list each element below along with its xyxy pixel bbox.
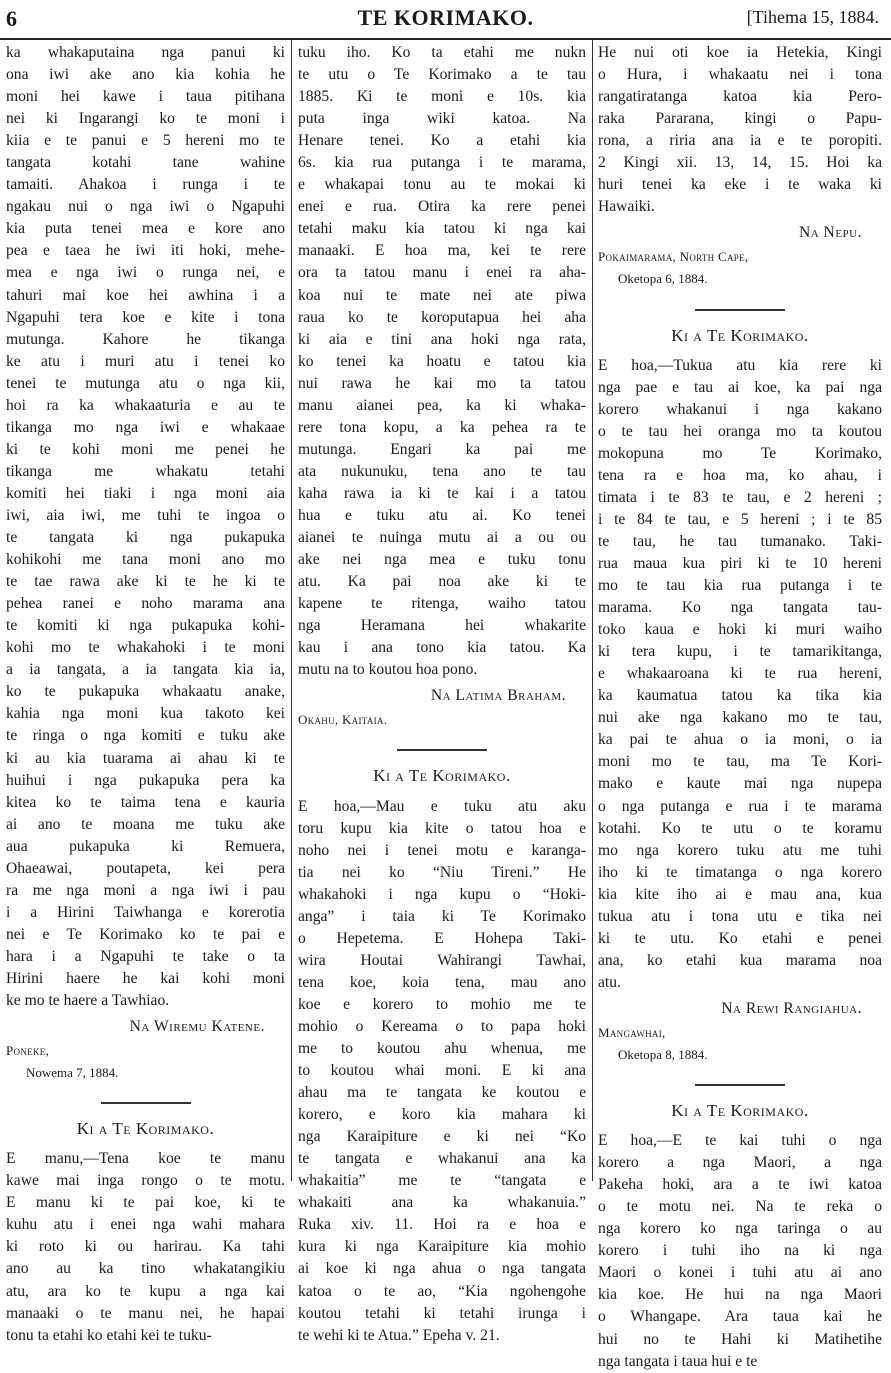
letter-date: Oketopa 6, 1884. xyxy=(618,271,708,287)
text-line: tuku iho. Ko ta etahi me nukn xyxy=(298,44,586,61)
text-line: Hawaiki. xyxy=(598,198,655,216)
text-line: 6s. kia rua putanga i te marama, xyxy=(298,154,586,172)
text-line: katoa o te ao, “Kia ngohengohe xyxy=(298,1282,586,1300)
text-line: hui no te Hahi ki Matihetihe xyxy=(598,1330,882,1348)
text-line: ke atu i muri atu i tenei ko xyxy=(6,352,285,370)
letter-place: Poneke, xyxy=(6,1043,50,1059)
text-line: kawe mai inga rongo o te motu. xyxy=(6,1172,285,1190)
section-divider xyxy=(397,749,487,751)
text-line: moni hei kawe i taua pitihana xyxy=(6,88,285,106)
text-line: a ia tangata, a ia tangata kia ia, xyxy=(6,661,285,679)
text-line: to koutou whai moni. E ki ana xyxy=(298,1062,586,1080)
text-line: atu, ara ko te kupu a nga kai xyxy=(6,1282,285,1300)
text-line: ana, ko etahi kua marama noa xyxy=(598,951,882,969)
text-line: e whakapai tonu au te mokai ki xyxy=(298,176,586,194)
text-line: tetahi maku kia tatou ki nga kai xyxy=(298,220,586,238)
text-line: hua e tuku atu ai. Ko tenei xyxy=(298,506,586,524)
text-line: tena ra e hoa ma, ko ahau, i xyxy=(598,466,882,484)
text-line: huri tenei ka eke i te waka ki xyxy=(598,176,882,194)
text-line: i a Hirini Taiwhanga e korerotia xyxy=(6,903,285,921)
text-line: tikanga mo nga iwi e whakaae xyxy=(6,418,285,436)
text-line: enei e rua. Otira ka rere penei xyxy=(298,198,586,216)
text-line: E hoa,—Tukua atu kia rere ki xyxy=(598,356,882,374)
letter-body xyxy=(298,796,586,1347)
text-line: rona, a riria ana ia e te poropiti. xyxy=(598,132,882,150)
text-line: o te tau hei oranga mo ta koutou xyxy=(598,422,882,440)
text-line: whakaitia” me te “tangata e xyxy=(298,1172,586,1190)
text-line: E manu ki te pai koe, ki te xyxy=(6,1194,285,1212)
column-2 xyxy=(298,42,586,1344)
text-line: kura ki nga Karaipiture kia mohio xyxy=(298,1238,586,1256)
text-line: manu aianei pea, ka ki whaka- xyxy=(298,396,586,414)
text-line: tonu ta etahi ko etahi kei te tuku- xyxy=(6,1326,212,1344)
text-line: ata nukunuku, tena ano te tau xyxy=(298,462,586,480)
text-line: ai koe ki nga ahua o nga tangata xyxy=(298,1260,586,1278)
text-line: ko te pukapuka whakaatu anake, xyxy=(6,683,285,701)
text-line: ahau ma te tangata ke koutou e xyxy=(298,1084,586,1102)
text-line: me to koutou ahu whenua, me xyxy=(298,1040,586,1058)
text-line: koe e korero to mohio me te xyxy=(298,995,586,1013)
text-line: tamaiti. Ahakoa i runga i te xyxy=(6,176,285,194)
text-line: E hoa,—Mau e tuku atu aku xyxy=(298,797,586,815)
page-number: 6 xyxy=(6,6,17,31)
page-header xyxy=(0,0,891,40)
text-line: mutunga. Engari ka pai me xyxy=(298,440,586,458)
text-line: rangatiratanga katoa kia Pero- xyxy=(598,88,882,106)
text-line: mutu na to koutou hoa pono. xyxy=(298,661,478,679)
text-line: o Whangape. Ara taua kai he xyxy=(598,1308,882,1326)
text-line: nga korero ko nga taringa o au xyxy=(598,1220,882,1238)
text-line: marama. Ko nga tangata tau- xyxy=(598,599,882,617)
letter-body xyxy=(298,42,586,681)
text-line: te wehi ki te Atua.” Epeha v. 21. xyxy=(298,1326,500,1344)
letter-heading: Ki a Te Korimako. xyxy=(671,325,809,345)
text-line: whakaiti ana ka whakanuia.” xyxy=(298,1194,586,1212)
text-line: aua pukapuka ki Remuera, xyxy=(6,837,285,855)
text-line: te tangata ki nga pukapuka xyxy=(6,529,285,547)
text-line: kohi mo te whakahoki i te moni xyxy=(6,639,285,657)
text-line: rua maua kua piri ki te 10 hereni xyxy=(598,554,882,572)
section-divider xyxy=(101,1102,191,1104)
text-line: nui rawa he kai mo ta tatou xyxy=(298,374,586,392)
text-line: raua ko te koroputapua hei aha xyxy=(298,308,586,326)
text-line: kau i ana tono kia tatou. Ka xyxy=(298,639,586,657)
letter-signature: Na Wiremu Katene. xyxy=(129,1018,265,1036)
text-line: nei ki Ingarangi ko te moni i xyxy=(6,110,285,128)
text-line: ki aia e tini ana hoki nga rata, xyxy=(298,330,586,348)
letter-date: Oketopa 8, 1884. xyxy=(618,1047,708,1063)
text-line: ke mo te haere a Tawhiao. xyxy=(6,992,170,1010)
text-line: kia kite iho ai e mau ana, kua xyxy=(598,885,882,903)
text-line: timata i te 83 te tau, e 2 hereni ; xyxy=(598,488,882,506)
letter-heading: Ki a Te Korimako. xyxy=(76,1119,215,1139)
text-line: Henare tenei. Ko a etahi kia xyxy=(298,132,586,150)
text-line: E manu,—Tena koe te manu xyxy=(6,1150,285,1168)
text-line: ano au ka tino whakatangikiu xyxy=(6,1260,285,1278)
letter-body xyxy=(598,42,882,218)
text-line: Ohaeawai, poutapeta, kei pera xyxy=(6,859,285,877)
masthead-title: TE KORIMAKO. xyxy=(357,5,534,30)
text-line: anga” i taia ki Te Korimako xyxy=(298,907,586,925)
text-line: te utu o Te Korimako a te tau xyxy=(298,66,586,84)
text-line: korero i tuhi iho na ki nga xyxy=(598,1242,882,1260)
text-line: 2 Kingi xii. 13, 14, 15. Hoi ka xyxy=(598,154,882,172)
column-3 xyxy=(598,42,882,1370)
letter-place: Mangawhai, xyxy=(598,1024,666,1040)
issue-date: [Tihema 15, 1884. xyxy=(746,7,879,27)
text-line: e whakaaroana ki te rua hereni, xyxy=(598,665,882,683)
column-1 xyxy=(6,42,285,1344)
letter-heading: Ki a Te Korimako. xyxy=(671,1101,809,1121)
letter-signature: Na Nepu. xyxy=(798,224,862,242)
letter-body xyxy=(6,1148,285,1346)
letter-signature: Na Rewi Rangiahua. xyxy=(721,999,862,1017)
text-line: ko tenei ka hoatu e tatou kia xyxy=(298,352,586,370)
text-line: kapene te ritenga, waiho tatou xyxy=(298,595,586,613)
text-line: ai ano te moana me tuku ake xyxy=(6,815,285,833)
text-line: nga pae e tau ai koe, ka pai nga xyxy=(598,378,882,396)
text-line: whakahoki i nga kupu o “Hoki- xyxy=(298,885,586,903)
text-line: ake nei nga mea e tuku tonu xyxy=(298,551,586,569)
text-line: tahuri mai koe hei awhina i a xyxy=(6,286,285,304)
text-line: komiti hei tiaki i nga moni aia xyxy=(6,484,285,502)
text-line: mutunga. Kahore he tikanga xyxy=(6,330,285,348)
text-line: raka Pararana, kingi o Papu- xyxy=(598,110,882,128)
text-line: He nui oti koe ia Hetekia, Kingi xyxy=(598,44,882,61)
text-line: kia koe. He hui na nga Maori xyxy=(598,1286,882,1304)
letter-place: Okahu, Kaitaia. xyxy=(298,712,388,728)
text-line: mokopuna mo Te Korimako, xyxy=(598,444,882,462)
text-line: manaaki o te manu nei, he hapai xyxy=(6,1304,285,1322)
text-line: tena koe, koia tena, mau ano xyxy=(298,973,586,991)
text-line: kaha rawa ia ki te kai i a tatou xyxy=(298,484,586,502)
text-line: kiia e te panui e 5 hereni mo te xyxy=(6,132,285,150)
text-line: Pakeha hoki, ara a te iwi katoa xyxy=(598,1176,882,1194)
text-line: mo nga korero tuku atu me tuhi xyxy=(598,841,882,859)
text-line: korero whakanui i nga kakano xyxy=(598,400,882,418)
text-line: ki au kia tuarama ai ahau ki te xyxy=(6,749,285,767)
text-line: te tae rawa ake ki te he ki te xyxy=(6,573,285,591)
text-line: nga Heramana hei whakarite xyxy=(298,617,586,635)
text-line: ka whakaputaina nga panui ki xyxy=(6,44,285,61)
text-line: Hirini haere he kai kohi moni xyxy=(6,969,285,987)
text-line: toko kaua e hoki ki muri waiho xyxy=(598,621,882,639)
column-rule xyxy=(592,40,593,1181)
letter-place: Pokaimarama, North Cape, xyxy=(598,249,749,265)
text-line: kia puta tenei mea e kore ano xyxy=(6,220,285,238)
text-line: kohikohi me tana moni ano mo xyxy=(6,551,285,569)
text-line: nga tangata i taua hui e te xyxy=(598,1352,758,1370)
text-line: kitea ko te taima tena e kauria xyxy=(6,793,285,811)
text-line: korero, e koro kia mahara ki xyxy=(298,1106,586,1124)
text-line: mako e kaute mai nga nupepa xyxy=(598,775,882,793)
text-line: ki roto ki ou harirau. Ka tahi xyxy=(6,1238,285,1256)
text-line: te komiti ki nga pukapuka kohi- xyxy=(6,617,285,635)
text-line: E hoa,—E te kai tuhi o nga xyxy=(598,1132,882,1150)
letter-date: Nowema 7, 1884. xyxy=(26,1065,119,1081)
text-line: tikanga me whakatu tetahi xyxy=(6,462,285,480)
text-line: iho ki te timatanga o nga korero xyxy=(598,863,882,881)
text-line: kahia nga moni kua takoto kei xyxy=(6,705,285,723)
text-line: mohio o Kereama o to papa hoki xyxy=(298,1017,586,1035)
text-line: noho nei i tenei motu e karanga- xyxy=(298,841,586,859)
text-line: ora ta tatou manu i enei ra aha- xyxy=(298,264,586,282)
text-line: kotahi. Ko te utu o te koramu xyxy=(598,819,882,837)
text-line: ngakau nui o nga iwi o Ngapuhi xyxy=(6,198,285,216)
letter-body xyxy=(598,355,882,994)
text-line: pehea ranei e noho marama ana xyxy=(6,595,285,613)
text-line: tangata kotahi tane wahine xyxy=(6,154,285,172)
text-line: tukua atu i tona utu e tika nei xyxy=(598,907,882,925)
text-line: kuhu atu i enei nga wahi mahara xyxy=(6,1216,285,1234)
text-line: ki te kohi moni me penei he xyxy=(6,440,285,458)
text-line: puta inga wiki katoa. Na xyxy=(298,110,586,128)
text-line: ra me nga moni a nga iwi i pau xyxy=(6,881,285,899)
text-line: iwi, aia iwi, me tuhi te ingoa o xyxy=(6,506,285,524)
text-line: ki tera kupu, i te tamarikitanga, xyxy=(598,643,882,661)
text-line: o Hura, i whakaatu nei i tona xyxy=(598,66,882,84)
text-line: nui ake nga kakano mo te tau, xyxy=(598,709,882,727)
text-line: ona iwi ake ano kia kohia he xyxy=(6,66,285,84)
text-line: manaaki. E hoa ma, kei te rere xyxy=(298,242,586,260)
text-line: o Hepetema. E Hohepa Taki- xyxy=(298,929,586,947)
text-line: Maori o konei i tuhi atu ai ano xyxy=(598,1264,882,1282)
section-divider xyxy=(695,309,785,311)
column-rule xyxy=(291,40,292,1181)
text-line: atu. xyxy=(598,973,621,991)
text-line: tenei te mutunga atu o nga kii, xyxy=(6,374,285,392)
text-line: te ringa o nga komiti e tuku ake xyxy=(6,727,285,745)
letter-body xyxy=(6,42,285,1012)
letter-body xyxy=(598,1130,882,1373)
text-line: aianei te nuinga mutu ai a ou ou xyxy=(298,529,586,547)
section-divider xyxy=(695,1084,785,1086)
text-line: mea e nga iwi o runga nei, e xyxy=(6,264,285,282)
text-line: i te 84 te tau, e 5 hereni ; i te 85 xyxy=(598,510,882,528)
text-line: mo te tau kia rua putanga i te xyxy=(598,577,882,595)
text-line: atu. Ka pai noa ake ki te xyxy=(298,573,586,591)
letter-heading: Ki a Te Korimako. xyxy=(373,766,511,786)
text-line: nga Karaipiture e ki nei “Ko xyxy=(298,1128,586,1146)
text-line: o te motu nei. Na te reka o xyxy=(598,1198,882,1216)
text-line: hoi ra ka whakaaturia e au te xyxy=(6,396,285,414)
text-line: ka pai te ahua o ia moni, o ia xyxy=(598,731,882,749)
text-line: tia nei ko “Niu Tireni.” He xyxy=(298,863,586,881)
text-line: koutou tetahi ki tetahi irunga i xyxy=(298,1304,586,1322)
letter-signature: Na Latima Braham. xyxy=(430,687,566,705)
text-line: o nga putanga e rua i te marama xyxy=(598,797,882,815)
text-line: te tau, he tau tumanako. Taki- xyxy=(598,532,882,550)
text-line: ki te utu. Ko etahi e penei xyxy=(598,929,882,947)
text-line: hara i a Ngapuhi te take o ta xyxy=(6,947,285,965)
text-line: wira Houtai Wahirangi Tawhai, xyxy=(298,951,586,969)
text-line: 1885. Ki te moni e 10s. kia xyxy=(298,88,586,106)
text-line: korero a nga Maori, a nga xyxy=(598,1154,882,1172)
text-line: te tangata e whakanui ana ka xyxy=(298,1150,586,1168)
text-line: pea e taea he iwi iti hoki, mehe- xyxy=(6,242,285,260)
text-line: Ngapuhi tera koe e kite i tona xyxy=(6,308,285,326)
text-line: Ruka xiv. 11. Hoi ra e hoa e xyxy=(298,1216,586,1234)
text-line: huihui i nga pukapuka pera ka xyxy=(6,771,285,789)
text-line: toru kupu kia kite o tatou hoa e xyxy=(298,819,586,837)
text-line: moni mo te tau, ma Te Kori- xyxy=(598,753,882,771)
text-line: koa nui te mate nei ate piwa xyxy=(298,286,586,304)
text-line: ka kaumatua tatou ka tika kia xyxy=(598,687,882,705)
text-line: nei e Te Korimako ko te pai e xyxy=(6,925,285,943)
text-line: rere tona kopu, a ka pehea ra te xyxy=(298,418,586,436)
